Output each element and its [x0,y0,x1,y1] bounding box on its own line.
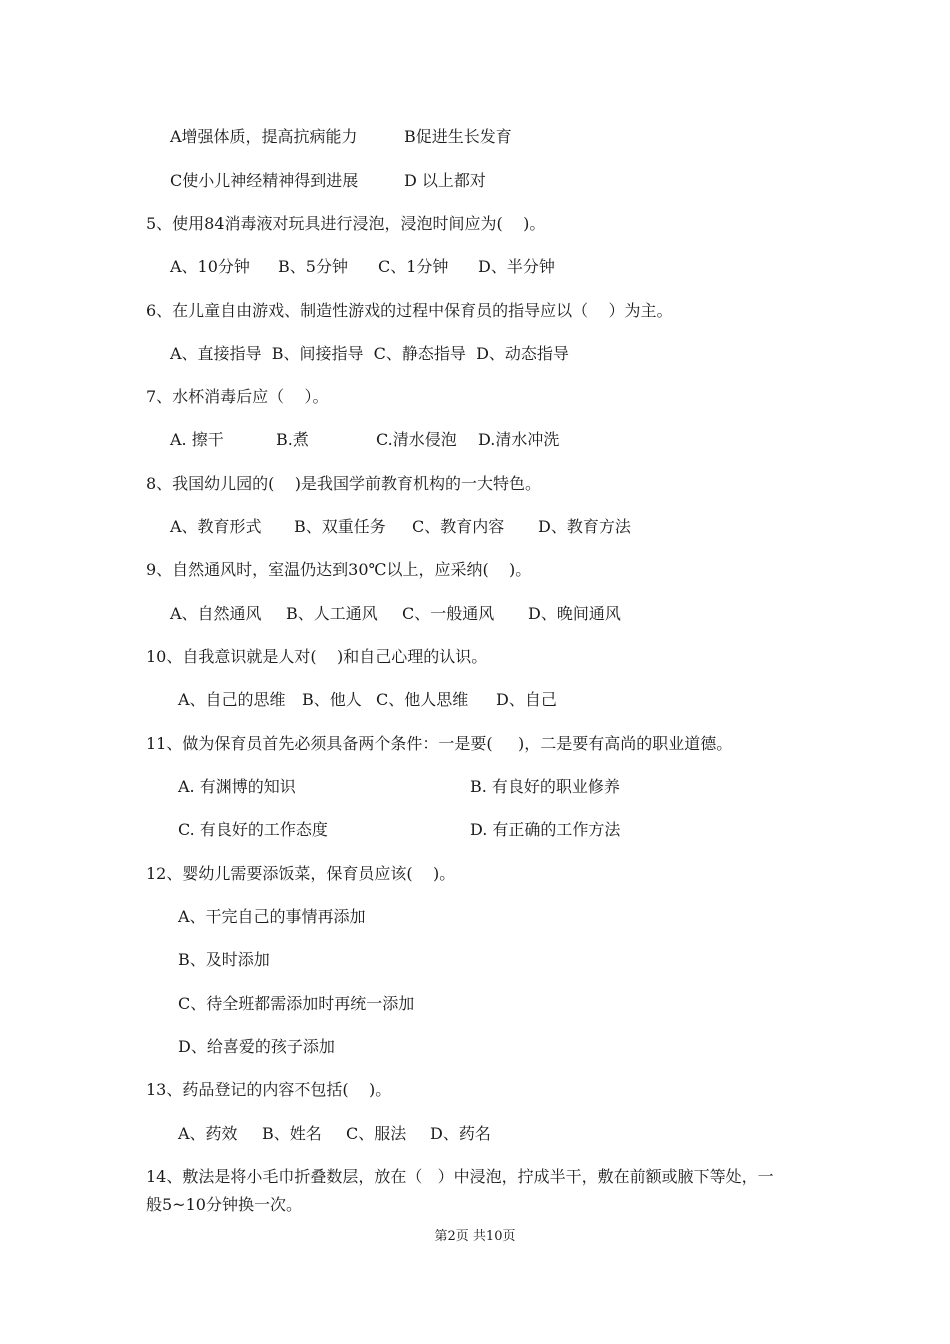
q8-option-d: D、教育方法 [538,517,631,536]
q12-option-c: C、待全班都需添加时再统一添加 [178,994,415,1013]
q7-option-b: B.煮 [276,430,309,449]
q11-stem: 11、做为保育员首先必须具备两个条件：一是要( )，二是要有高尚的职业道德。 [146,734,733,753]
q10-option-b: B、他人 [302,690,362,709]
q6-stem: 6、在儿童自由游戏、制造性游戏的过程中保育员的指导应以（ ）为主。 [146,301,673,320]
q12-option-d: D、给喜爱的孩子添加 [178,1037,335,1056]
q13-option-a: A、药效 [178,1124,238,1143]
q4-option-c: C使小儿神经精神得到进展 [170,171,359,190]
q11-option-d: D. 有正确的工作方法 [470,820,621,839]
q12-stem: 12、婴幼儿需要添饭菜，保育员应该( )。 [146,864,456,883]
q5-option-b: B、5分钟 [278,257,348,276]
q9-option-b: B、人工通风 [286,604,378,623]
q5-option-d: D、半分钟 [478,257,555,276]
q4-option-d: D 以上都对 [404,171,486,190]
q14-stem-line2: 般5~10分钟换一次。 [146,1195,302,1214]
q11-option-b: B. 有良好的职业修养 [470,777,620,796]
q14-stem-line1: 14、敷法是将小毛巾折叠数层，放在（ ）中浸泡，拧成半干，敷在前额或腋下等处，一 [146,1167,774,1186]
q12-option-b: B、及时添加 [178,950,270,969]
q9-stem: 9、自然通风时，室温仍达到30℃以上，应采纳( )。 [146,560,532,579]
q13-option-c: C、服法 [346,1124,407,1143]
q8-option-b: B、双重任务 [294,517,386,536]
q8-stem: 8、我国幼儿园的( )是我国学前教育机构的一大特色。 [146,474,542,493]
q6-options: A、直接指导 B、间接指导 C、静态指导 D、动态指导 [170,344,569,363]
q5-option-a: A、10分钟 [170,257,250,276]
q10-option-d: D、自己 [496,690,557,709]
q4-option-a: A增强体质，提高抗病能力 [170,127,358,146]
q13-stem: 13、药品登记的内容不包括( )。 [146,1080,392,1099]
q8-option-c: C、教育内容 [412,517,505,536]
q7-option-d: D.清水冲洗 [478,430,560,449]
q10-option-c: C、他人思维 [376,690,469,709]
q7-stem: 7、水杯消毒后应（ ）。 [146,387,329,406]
q9-option-a: A、自然通风 [170,604,262,623]
q9-option-c: C、一般通风 [402,604,495,623]
q11-option-a: A. 有渊博的知识 [178,777,296,796]
q13-option-d: D、药名 [430,1124,491,1143]
q10-stem: 10、自我意识就是人对( )和自己心理的认识。 [146,647,488,666]
q10-option-a: A、自己的思维 [178,690,286,709]
q11-option-c: C. 有良好的工作态度 [178,820,328,839]
page-number-footer: 第2页 共10页 [434,1229,516,1244]
q7-option-c: C.清水侵泡 [376,430,457,449]
q4-option-b: B促进生长发育 [404,127,512,146]
q12-option-a: A、干完自己的事情再添加 [178,907,366,926]
q8-option-a: A、教育形式 [170,517,262,536]
q5-stem: 5、使用84消毒液对玩具进行浸泡，浸泡时间应为( )。 [146,214,546,233]
q7-option-a: A. 擦干 [170,430,224,449]
q13-option-b: B、姓名 [262,1124,322,1143]
q9-option-d: D、晚间通风 [528,604,621,623]
q5-option-c: C、1分钟 [378,257,449,276]
